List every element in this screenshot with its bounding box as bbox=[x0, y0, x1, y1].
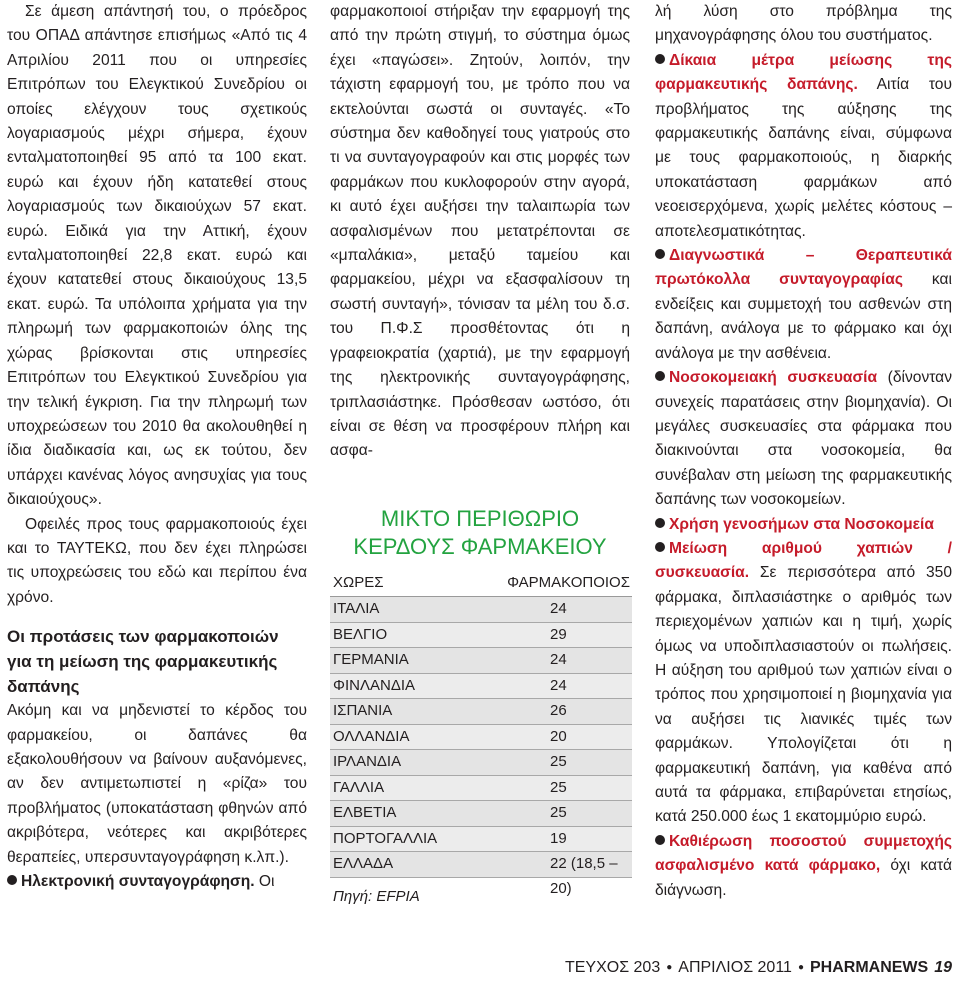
table-row bbox=[330, 776, 632, 802]
table-row bbox=[330, 725, 632, 751]
bullet-dot-icon bbox=[655, 542, 665, 552]
table-cell-country: ΓΑΛΛΙΑ bbox=[333, 778, 385, 796]
paragraph-opening-rest: υπηρεσίες Επιτρόπων του Ελεγκτικού Συνεδρίου οι οποίες ελέγχουν τους σχετικούς λογαριασμούς μέχρι σήμερα, έχουν ενταλματοποιηθεί 95 από τα 100 εκατ. ευρώ και έχουν ήδη κατατεθεί στους λογαριασμούς των δικαιούχων 57 εκατ. ευρώ. Ειδικά για την Αττική, έχουν ενταλματοποιηθεί 22,8 εκατ. ευρώ και έχουν κατατεθεί στους δικαιούχους 13,5 εκατ. ευρώ. Τα υπόλοιπα χρήματα για την πληρωμή των φαρμακοποιών όλης της χώρας βρίσκονται στις υπηρεσίες Επιτρόπων του Ελεγκτικού Συνεδρίου για την τελική έγκριση. Για την πληρωμή των υποχρεώσεων του 2010 θα ακολουθηθεί η ίδια διαδικασία και, ως εκ τούτου, δεν υπάρχει κανένας λόγος ανησυχίας για τους δικαιούχους». bbox=[7, 51, 307, 509]
table-cell-value: 24 bbox=[550, 600, 567, 617]
section-heading: Οι προτάσεις των φαρμακοποιών για τη μείωση της φαρμακευτικής δαπάνης bbox=[7, 627, 279, 697]
bullet-generics bbox=[655, 513, 952, 537]
bullet-title: Νοσοκομειακή συσκευασία bbox=[669, 369, 878, 387]
table-cell-country: ΓΕΡΜΑΝΙΑ bbox=[333, 651, 409, 668]
table-cell-country: ΕΛΛΑΔΑ bbox=[333, 855, 394, 872]
bullet-hospital-packaging bbox=[655, 366, 952, 512]
table-cell-value: 22 (18,5 – 20) bbox=[550, 855, 618, 897]
bullet-title: Καθιέρωση ποσοστού συμμετοχής ασφαλισμένο κατά φάρμακο, bbox=[655, 832, 952, 875]
bullet-text: Οι bbox=[254, 873, 275, 890]
table-row bbox=[330, 648, 632, 674]
table-cell-country: ΙΡΛΑΝΔΙΑ bbox=[333, 753, 402, 770]
table-cell-country: ΙΤΑΛΙΑ bbox=[333, 600, 380, 617]
bullet-dot-icon bbox=[7, 875, 17, 885]
bullet-fair-measures bbox=[655, 49, 952, 244]
paragraph-debts: Οφειλές προς τους φαρμακοποιούς έχει και το ΤΑΥΤΕΚΩ, που δεν έχει πληρώσει τις υποχρεώσεις του εδώ και περίπου ένα χρόνο. bbox=[7, 515, 307, 606]
table-row bbox=[330, 699, 632, 725]
bullet-dot-icon bbox=[655, 54, 665, 64]
table-title-line-1: ΜΙΚΤΟ ΠΕΡΙΘΩΡΙΟ bbox=[380, 506, 580, 531]
article-column-1 bbox=[7, 0, 307, 894]
table-cell-country: ΟΛΛΑΝΔΙΑ bbox=[333, 727, 410, 745]
table-cell-value: 26 bbox=[550, 702, 567, 719]
bullet-text: Σε περισσότερα από 350 φάρμακα, διπλασιάστηκε ο αριθμός των περιεχομένων χαπιών και η τιμή, χωρίς όμως να υποδιπλασιαστούν οι πωλήσεις. Η αύξηση του αριθμού των χαπιών είναι ο τρόπος που χρησιμοποιεί η βιομηχανία για να αυξήσει τις λιανικές τιμές των φαρμάκων. Υπολογίζεται ότι η φαρμακευτική δαπάνη, για καθένα από αυτά τα φάρμακα, επιβαρύνεται ετησίως, κατά 250.000 έως 1 εκατομμύριο ευρώ. bbox=[655, 564, 952, 826]
bullet-title: Δίκαια μέτρα μείωσης της φαρμακευτικής δαπάνης. bbox=[655, 51, 952, 94]
bullet-title: Χρήση γενοσήμων στα Νοσοκομεία bbox=[669, 515, 934, 533]
paragraph-intro: Ακόμη και να μηδενιστεί το κέρδος του φαρμακείου, οι δαπάνες θα εξακολουθήσουν να βαίνουν αυξανόμενες, αν δεν αντιμετωπιστεί η «ρίζα» του προβλήματος (υποκατάσταση φθηνών από ακριβότερα, νεότερες και ακριβότερες θεραπείες, υπερσυνταγογράφηση κ.λπ.). bbox=[7, 702, 307, 866]
table-cell-country: ΒΕΛΓΙΟ bbox=[333, 625, 388, 643]
table-header bbox=[330, 570, 632, 597]
table-row bbox=[330, 597, 632, 623]
bullet-text: όχι κατά διάγνωση. bbox=[655, 857, 952, 899]
page-footer bbox=[565, 957, 952, 979]
table-cell-value: 24 bbox=[550, 651, 567, 668]
bullet-text: και ενδείξεις και συμμετοχή του ασθενών στη δαπάνη, ανάλογα με το φάρμακο και όχι ανάλογα με την ασθένεια. bbox=[655, 271, 952, 362]
footer-date: ΑΠΡΙΛΙΟΣ 2011 bbox=[678, 959, 792, 976]
table-cell-value: 19 bbox=[550, 829, 567, 847]
footer-issue: ΤΕΥΧΟΣ 203 bbox=[564, 959, 661, 976]
bullet-dot-icon bbox=[655, 518, 665, 528]
table-cell-country: ΙΣΠΑΝΙΑ bbox=[333, 702, 393, 719]
table-cell-value: 25 bbox=[550, 778, 567, 796]
footer-separator: ● bbox=[666, 962, 673, 973]
page-number: 19 bbox=[934, 959, 952, 976]
table-header-country: ΧΩΡΕΣ bbox=[333, 574, 384, 591]
table-header-value: ΦΑΡΜΑΚΟΠΟΙΟΣ bbox=[507, 574, 630, 591]
paragraph-continued: φαρμακοποιοί στήριξαν την εφαρμογή της από την πρώτη στιγμή, το σύστημα όμως έχει «παγώσει». Ζητούν, λοιπόν, την τάχιστη εφαρμογή του, με τρόπο που να εκτελούνται σωστά οι συνταγές. «Το σύστημα δεν καθοδηγεί τους γιατρούς στο τι να συνταγογραφούν και στις μορφές των φαρμάκων που κυκλοφορούν στην αγορά, κι αυτό έχει αυξήσει την ταλαιπωρία των ασφαλισμένων που μετατρέπονται σε «μπαλάκια», μεταξύ ταμείου και φαρμακείου, μέχρι να εξασφαλίσουν τη σωστή συνταγή», τόνισαν τα μέλη του δ.σ. του Π.Φ.Σ προσθέτοντας ότι η γραφειοκρατία (χαρτιά), με την εφαρμογή της ηλεκτρονικής συνταγογράφησης, τριπλασιάστηκε. Πρόσθεσαν ωστόσο, ότι είναι σε θέση να προσφέρουν πλήρη και ασφα- bbox=[330, 3, 630, 460]
table-source: Πηγή: EFPIA bbox=[333, 888, 420, 905]
footer-separator: ● bbox=[797, 962, 804, 973]
bullet-dot-icon bbox=[655, 835, 665, 845]
table-row bbox=[330, 827, 632, 853]
article-column-3 bbox=[655, 0, 952, 903]
table-cell-country: ΕΛΒΕΤΙΑ bbox=[333, 804, 397, 821]
bullet-text: Αιτία του προβλήματος της αύξησης της φαρμακευτικής δαπάνης είναι, σύμφωνα με τους φαρμακοποιούς, η διαρκής υποκατάσταση φαρμάκων από νεοεισερχόμενα, χωρίς μελέτες κόστους – αποτελεσματικότητας. bbox=[655, 76, 952, 240]
bullet-text: (δίνονταν συνεχείς παρατάσεις στην βιομηχανία). Οι μεγάλες συσκευασίες στα φάρμακα που διακινούνται στα νοσοκομεία, θα συνέβαλαν στη μείωση της φαρμακευτικής δαπάνης των νοσοκομείων. bbox=[655, 369, 952, 509]
bullet-dot-icon bbox=[655, 249, 665, 259]
table-cell-value: 24 bbox=[550, 676, 567, 694]
bullet-protocols bbox=[655, 244, 952, 366]
table-title-line-2: ΚΕΡΔΟΥΣ ΦΑΡΜΑΚΕΙΟΥ bbox=[353, 534, 607, 559]
bullet-title: Διαγνωστικά – Θεραπευτικά πρωτόκολλα συνταγογραφίας bbox=[655, 247, 952, 289]
table-cell-value: 29 bbox=[550, 625, 567, 643]
footer-brand: PHARMANEWS bbox=[809, 959, 929, 976]
table-title bbox=[330, 505, 630, 561]
table-cell-country: ΠΟΡΤΟΓΑΛΛΙΑ bbox=[333, 829, 438, 847]
table-cell-value: 25 bbox=[550, 804, 567, 821]
table-cell-value: 25 bbox=[550, 753, 567, 770]
bullet-dot-icon bbox=[655, 371, 665, 381]
table-cell-country: ΦΙΝΛΑΝΔΙΑ bbox=[333, 676, 416, 694]
paragraph-opening-prefix: Σε άμεση απάντησή του, ο πρόεδρος του ΟΠΑΔ απάντησε επισήμως «Από τις 4 Απριλίου 2011 που οι bbox=[7, 3, 307, 69]
paragraph-continued-3: λή λύση στο πρόβλημα της μηχανογράφησης όλου του συστήματος. bbox=[655, 3, 952, 45]
paragraph-opening bbox=[7, 0, 307, 513]
bullet-pill-reduction bbox=[655, 537, 952, 830]
table-row bbox=[330, 750, 632, 776]
table-row bbox=[330, 674, 632, 700]
table-row bbox=[330, 801, 632, 827]
article-column-2 bbox=[330, 0, 630, 464]
bullet-title: Μείωση αριθμού χαπιών / συσκευασία. bbox=[655, 539, 952, 582]
table-row bbox=[330, 623, 632, 649]
bullet-copay bbox=[655, 830, 952, 903]
table-cell-value: 20 bbox=[550, 727, 567, 745]
bullet-e-prescription bbox=[7, 870, 307, 894]
bullet-title: Ηλεκτρονική συνταγογράφηση. bbox=[21, 873, 255, 890]
